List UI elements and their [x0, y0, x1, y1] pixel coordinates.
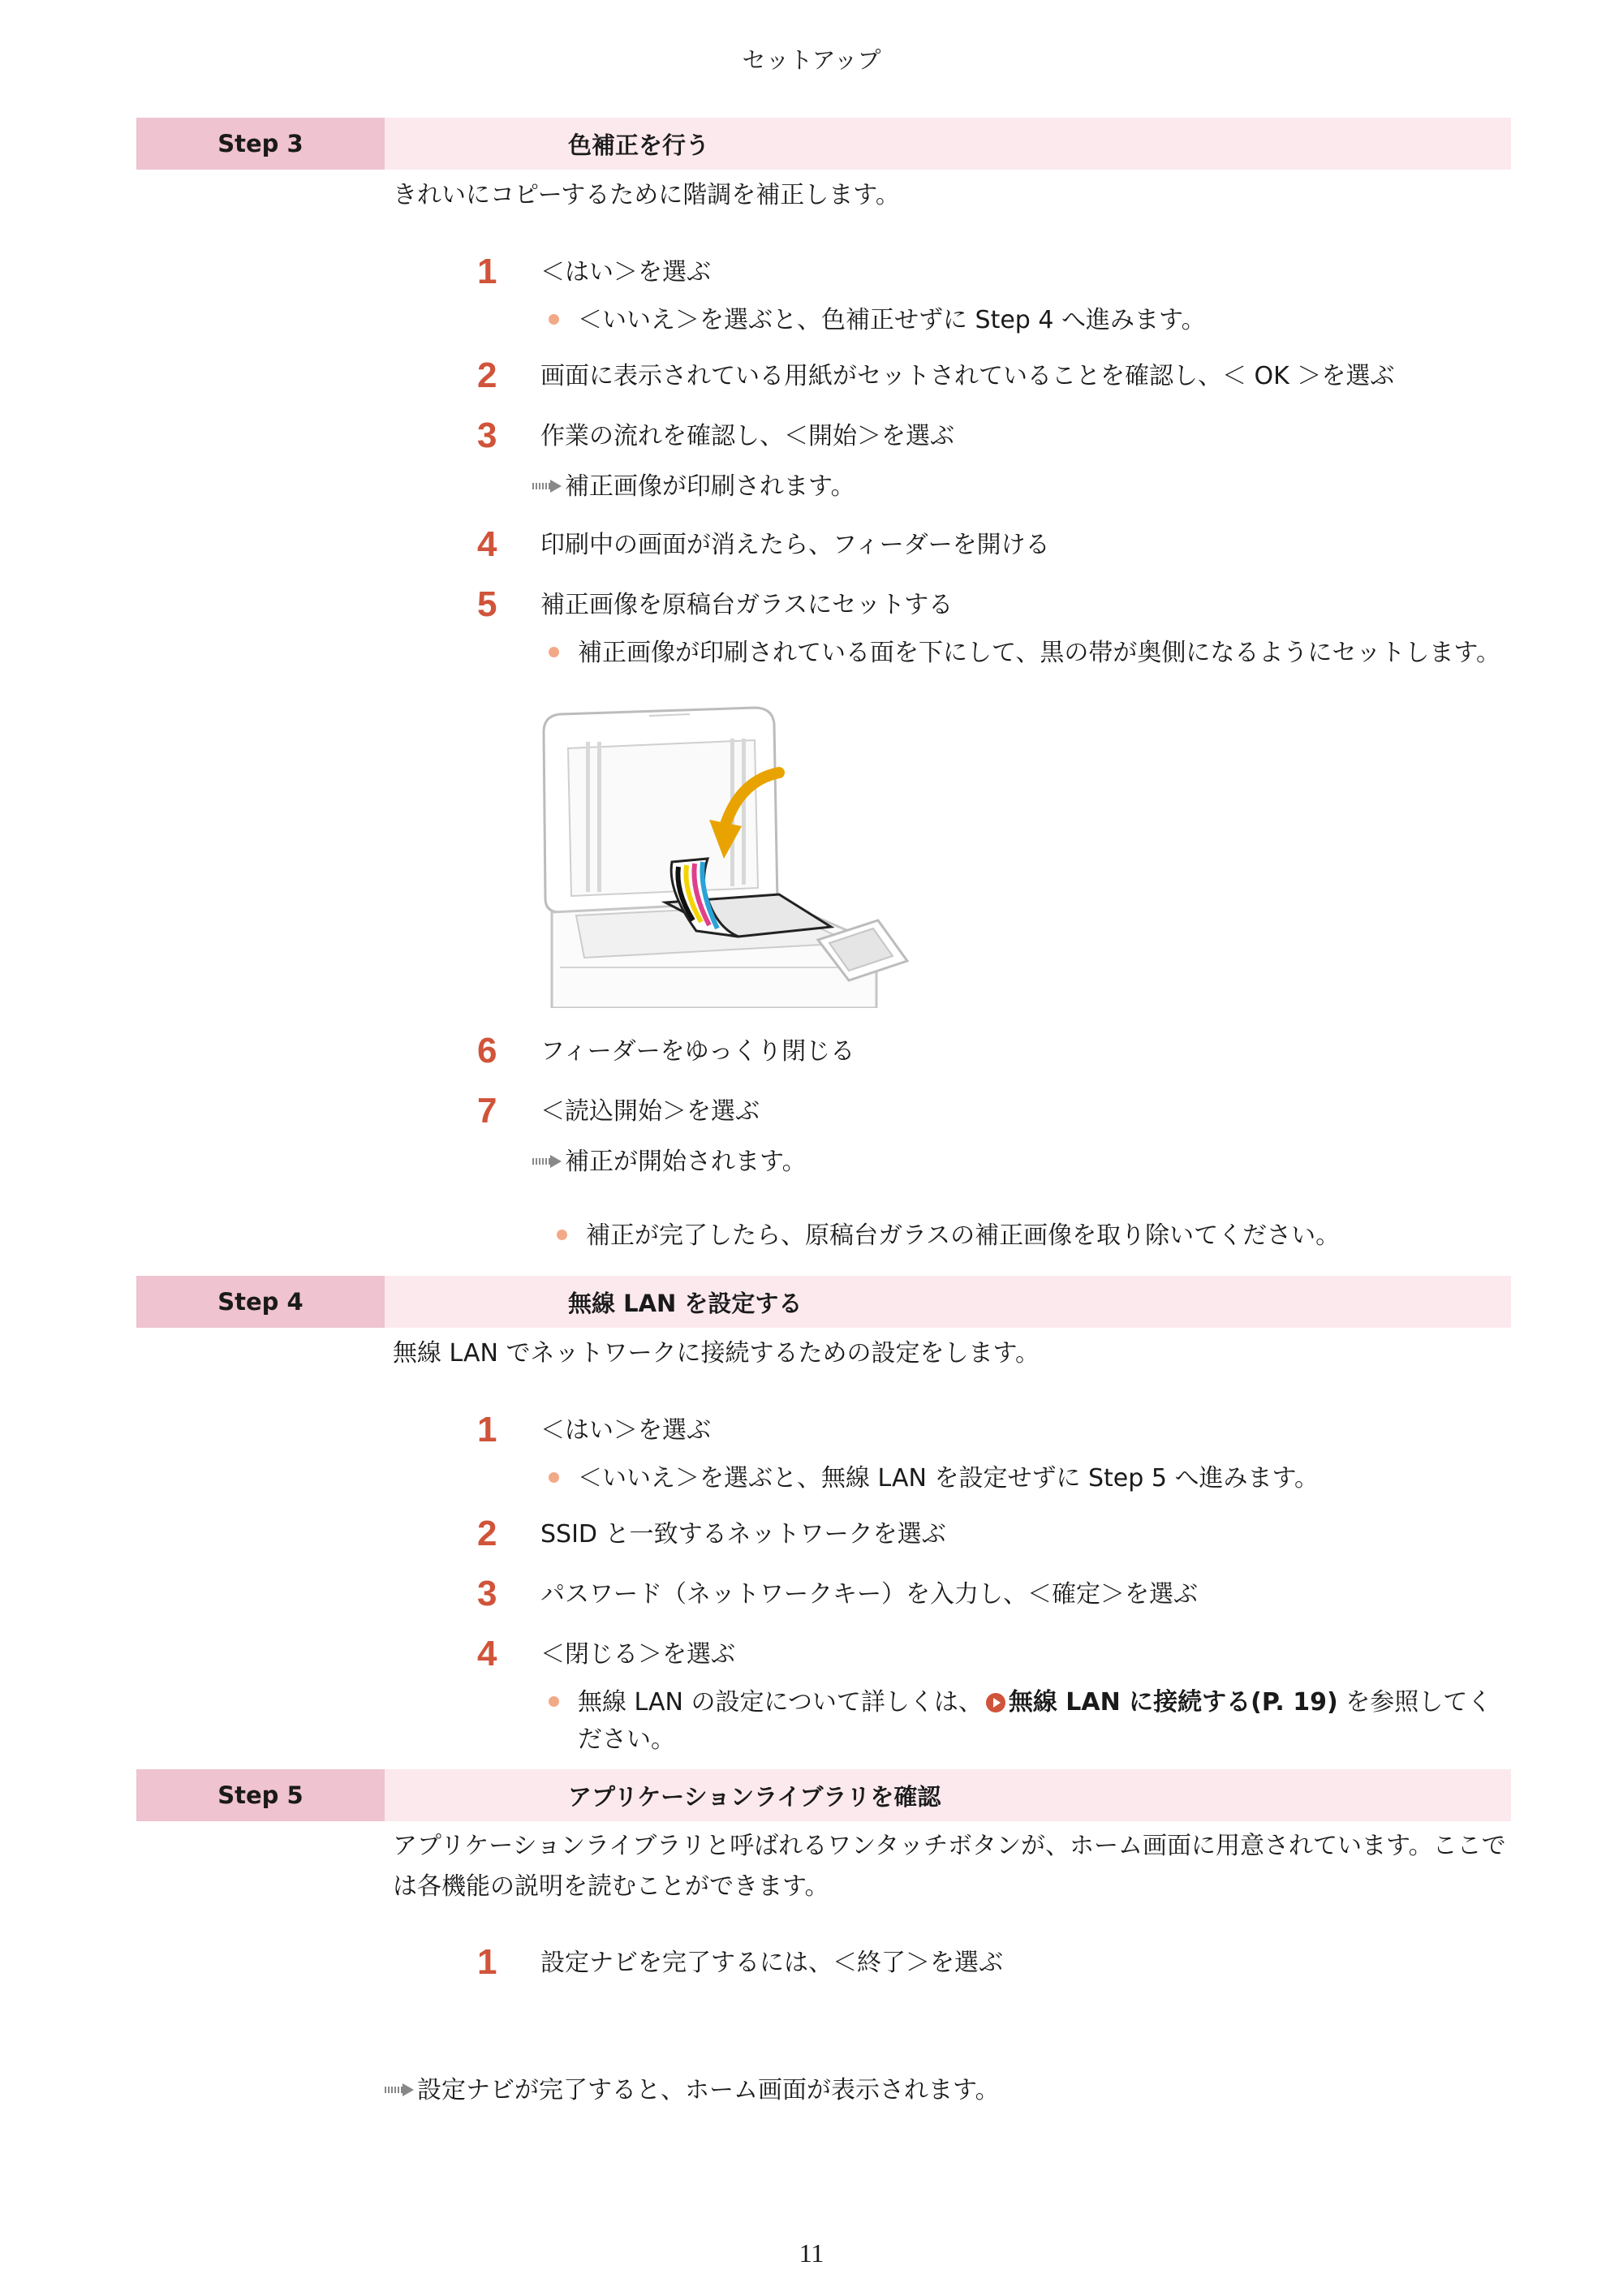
item-text: ＜はい＞を選ぶ: [540, 1416, 711, 1445]
bullet-text: ＜いいえ＞を選ぶと、無線 LAN を設定せずに Step 5 へ進みます。: [578, 1464, 1319, 1493]
step-label: Step 5: [136, 1769, 385, 1821]
page-number: 11: [799, 2238, 824, 2268]
item-text: 設定ナビを完了するには、＜終了＞を選ぶ: [540, 1949, 1003, 1977]
item-text: パスワード（ネットワークキー）を入力し、＜確定＞を選ぶ: [540, 1580, 1198, 1609]
result-arrow-icon: [532, 478, 563, 494]
item-text: フィーダーをゆっくり閉じる: [540, 1037, 855, 1066]
item-number: 1: [477, 1410, 497, 1450]
item-number: 2: [477, 1514, 497, 1553]
bullet-text: [578, 1684, 1511, 1759]
step-label: Step 4: [136, 1276, 385, 1328]
result-arrow-icon: [532, 1153, 563, 1170]
item-number: 5: [477, 584, 497, 624]
bullet-text: 補正が完了したら、原稿台ガラスの補正画像を取り除いてください。: [586, 1221, 1341, 1250]
item-text: SSID と一致するネットワークを選ぶ: [540, 1520, 946, 1549]
step-title: 無線 LAN を設定する: [385, 1276, 1511, 1328]
result-line: [532, 471, 855, 503]
bullet-text: ＜いいえ＞を選ぶと、色補正せずに Step 4 へ進みます。: [578, 306, 1206, 334]
step-intro: アプリケーションライブラリと呼ばれるワンタッチボタンが、ホーム画面に用意されています。ここでは各機能の説明を読むことができます。: [393, 1832, 1506, 1901]
step5-bar: [136, 1769, 1511, 1821]
result-arrow-icon: [385, 2082, 415, 2098]
item-text: 補正画像を原稿台ガラスにセットする: [540, 591, 954, 619]
item-number: 3: [477, 416, 497, 455]
result-text: 設定ナビが完了すると、ホーム画面が表示されます。: [417, 2076, 1000, 2104]
result-text: 補正が開始されます。: [565, 1148, 807, 1176]
item-number: 4: [477, 524, 497, 564]
step-title: アプリケーションライブラリを確認: [385, 1769, 1511, 1821]
running-header: セットアップ: [742, 46, 881, 74]
item-text: 画面に表示されている用紙がセットされていることを確認し、＜ OK ＞を選ぶ: [540, 362, 1395, 390]
item-number: 3: [477, 1574, 497, 1613]
step-label: Step 3: [136, 118, 385, 170]
wireless-lan-link[interactable]: 無線 LAN に接続する(P. 19): [1008, 1688, 1338, 1717]
result-line: [385, 2074, 1000, 2107]
result-line: [532, 1146, 807, 1178]
step-intro: きれいにコピーするために階調を補正します。: [393, 181, 900, 209]
item-number: 7: [477, 1091, 497, 1131]
step4-bar: [136, 1276, 1511, 1328]
item-text: ＜読込開始＞を選ぶ: [540, 1097, 760, 1126]
item-number: 1: [477, 252, 497, 291]
bullet-dot-icon: [549, 1472, 559, 1483]
bullet-dot-icon: [549, 1696, 559, 1707]
printer-illustration: [536, 700, 909, 1008]
bullet-text: 補正画像が印刷されている面を下にして、黒の帯が奥側になるようにセットします。: [578, 639, 1500, 667]
bullet-dot-icon: [549, 314, 559, 325]
bullet-text-pre: 無線 LAN の設定について詳しくは、: [578, 1688, 983, 1717]
link-play-icon: [986, 1693, 1005, 1712]
item-number: 2: [477, 355, 497, 395]
step-intro: 無線 LAN でネットワークに接続するための設定をします。: [393, 1339, 1040, 1368]
item-text: ＜閉じる＞を選ぶ: [540, 1640, 735, 1669]
bullet-dot-icon: [557, 1230, 567, 1240]
bullet-text-post: を参照してください。: [578, 1688, 1492, 1754]
item-number: 6: [477, 1031, 497, 1070]
result-text: 補正画像が印刷されます。: [565, 472, 855, 501]
item-text: 印刷中の画面が消えたら、フィーダーを開ける: [540, 531, 1050, 559]
item-number: 4: [477, 1634, 497, 1674]
item-number: 1: [477, 1942, 497, 1982]
step3-bar: [136, 118, 1511, 170]
item-text: ＜はい＞を選ぶ: [540, 258, 711, 286]
step-title: 色補正を行う: [385, 118, 1511, 170]
bullet-dot-icon: [549, 647, 559, 657]
item-text: 作業の流れを確認し、＜開始＞を選ぶ: [540, 422, 954, 450]
